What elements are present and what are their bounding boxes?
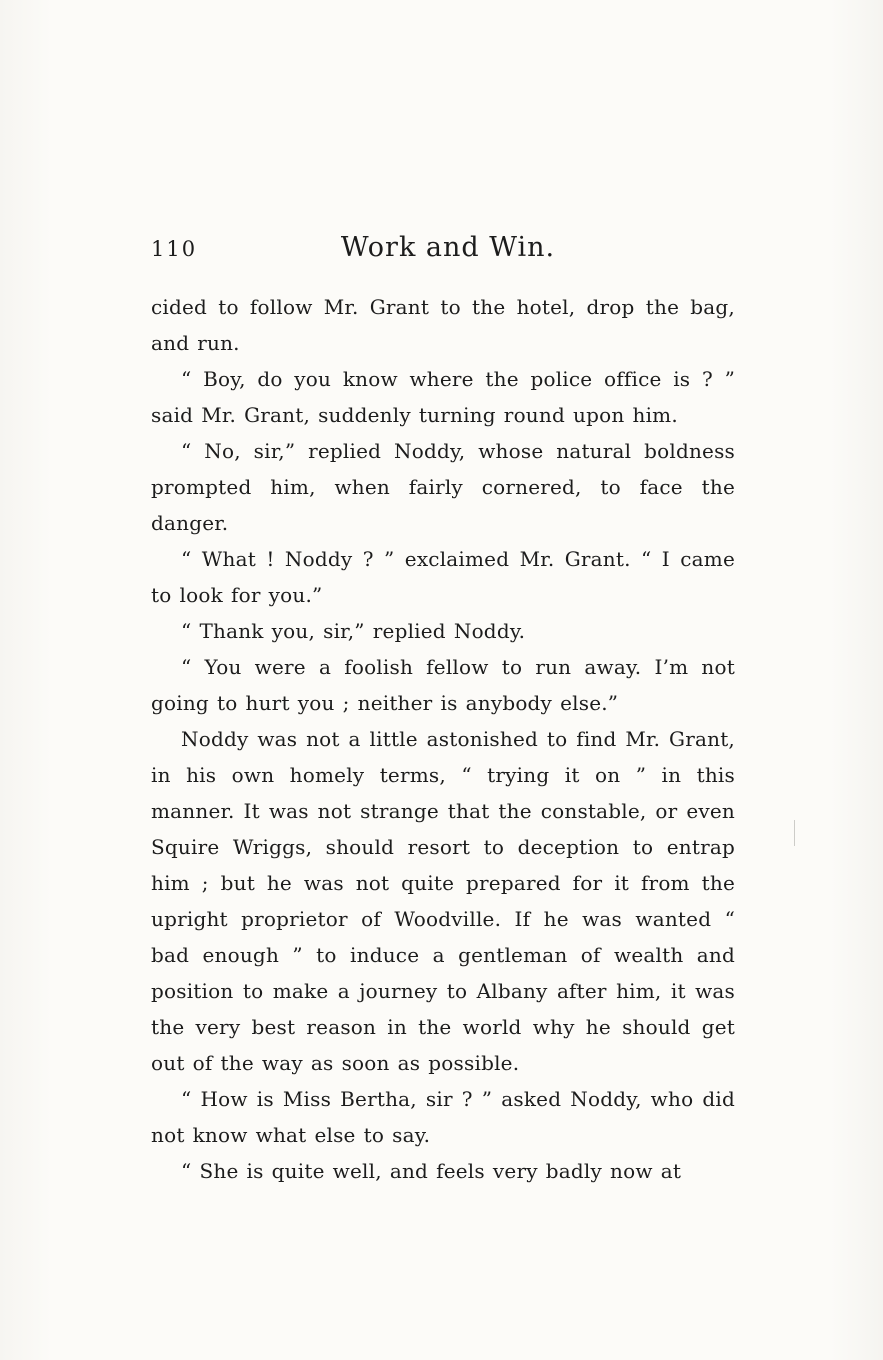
paragraph: “ What ! Noddy ? ” exclaimed Mr. Grant. “ I came to look for you.” xyxy=(151,547,735,607)
scan-artifact-line xyxy=(794,820,795,846)
body-text xyxy=(151,289,735,1189)
page-title: Work and Win. xyxy=(340,232,556,263)
paragraph: Noddy was not a little astonished to find Mr. Grant, in his own homely terms, “ trying it on ” in this manner. It was not strange that the constable, or even Squire Wriggs, should resort to deception to entrap him ; but he was not quite prepared for it from the upright proprietor of Woodville. If he was wanted “ bad enough ” to induce a gentleman of wealth and position to make a journey to Albany after him, it was the very best reason in the world why he should get out of the way as soon as possible. xyxy=(151,727,735,1075)
running-head xyxy=(151,232,735,263)
paragraph: “ How is Miss Bertha, sir ? ” asked Noddy, who did not know what else to say. xyxy=(151,1087,735,1147)
paragraph: “ You were a foolish fellow to run away. I’m not going to hurt you ; neither is anybody else.” xyxy=(151,655,735,715)
paragraph: “ Boy, do you know where the police office is ? ” said Mr. Grant, suddenly turning round upon him. xyxy=(151,367,735,427)
paragraph: “ Thank you, sir,” replied Noddy. xyxy=(181,619,526,643)
paragraph: “ No, sir,” replied Noddy, whose natural boldness prompted him, when fairly cornered, to face the danger. xyxy=(151,439,735,535)
paragraph: cided to follow Mr. Grant to the hotel, drop the bag, and run. xyxy=(151,295,735,355)
page-number: 110 xyxy=(151,237,198,261)
paragraph: “ She is quite well, and feels very badly now at xyxy=(181,1159,682,1183)
page-content xyxy=(151,232,735,1189)
